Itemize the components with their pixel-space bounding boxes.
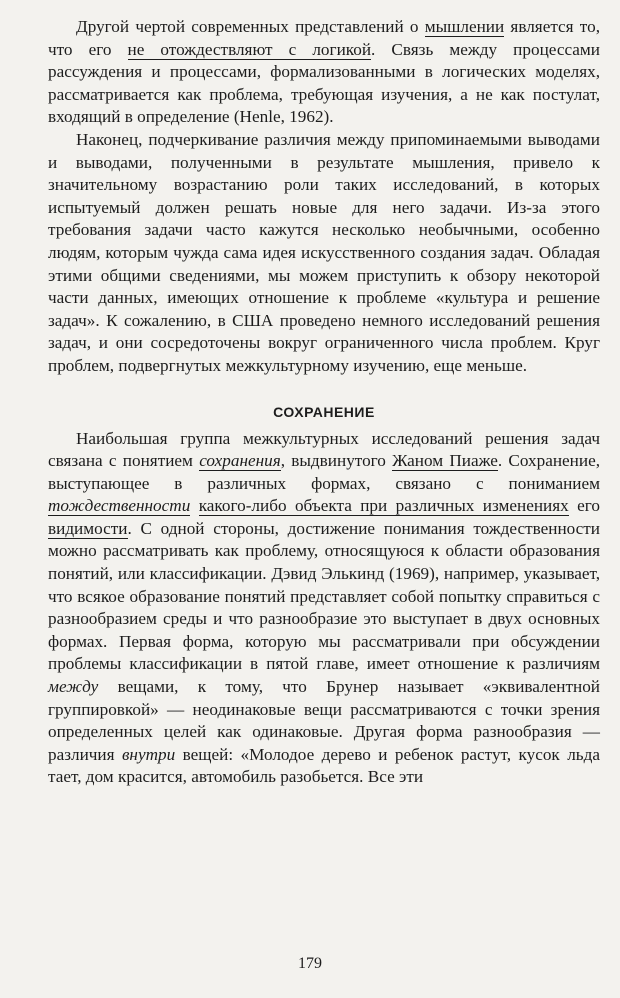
text-run: . Сохранение, выступающее в различных формах, связано с пониманием	[48, 451, 601, 493]
text-run	[190, 496, 198, 515]
paragraph	[48, 129, 600, 378]
italic-text: между	[48, 677, 99, 697]
text-run: . С одной стороны, достижение понимания тождественности можно рассматривать как проблему, относящуюся к области образования понятий, или классификации. Дэвид Элькинд (1969), например, указывает, что всякое образование понятий представляет собой попытку справиться с разнообразием среды и что разнообразие это выступает в двух основных формах. Первая форма, которую мы рассматривали при обсуждении проблемы классификации в пятой главе, имеет отношение к различиям	[48, 518, 600, 674]
text-run: Наконец, подчеркивание различия между припоминаемыми выводами и выводами, полученными в результате мышления, привело к значительному возрастанию роли таких исследований, в которых испытуемый должен решать новые для него задачи. Из-за этого требования задачи часто кажутся несколько необычными, особенно людям, которым чужда сама идея искусственного создания задач. Обладая этими общими сведениями, мы можем приступить к обзору некоторой части данных, имеющих отношение к проблеме «культура и решение задач». К сожалению, в США проведено немного исследований решения задач, и они сосредоточены вокруг ограниченного числа проблем. Круг проблем, подвергнутых межкультурному изучению, еще меньше.	[48, 129, 600, 375]
book-page	[48, 16, 600, 789]
underlined-text: видимости	[48, 518, 128, 538]
underlined-text: какого-либо объекта при различных изменениях	[198, 496, 569, 516]
text-run: , выдвинутого	[280, 451, 393, 471]
section-conservation	[48, 428, 600, 790]
underlined-text: Жаном Пиаже	[392, 451, 498, 471]
underlined-text: не отождествляют с логикой	[127, 39, 372, 59]
italic-text: внутри	[121, 744, 176, 764]
page-number: 179	[298, 955, 322, 972]
section-heading: СОХРАНЕНИЕ	[273, 403, 375, 420]
text-run: Наибольшая группа межкультурных исследований решения задач связана с понятием	[48, 428, 600, 471]
underlined-text: мышлении	[424, 17, 505, 36]
text-run: является то, что его	[48, 17, 600, 59]
text-run: вещей: «Молодое дерево и ребенок растут, кусок льда тает, дом красится, автомобиль разобьется. Все эти	[48, 744, 600, 787]
text-run: его	[568, 496, 601, 516]
section-intro	[48, 16, 600, 378]
underlined-text: тождественности	[48, 496, 191, 516]
underlined-text: сохранения	[199, 451, 281, 471]
paragraph	[48, 16, 600, 129]
text-run: вещами, к тому, что Брунер называет «эквивалентной группировкой» — неодинаковые вещи рассматриваются с точки зрения определенных целей как одинаковые. Другая форма разнообразия — различия	[48, 677, 600, 764]
text-run: . Связь между процессами рассуждения и процессами, формализованными в логических моделях, рассматривается как проблема, требующая изучения, а не как постулат, входящий в определение (Henle, 1962).	[48, 39, 600, 127]
paragraph	[48, 428, 600, 790]
text-run: Другой чертой современных представлений о	[76, 17, 425, 36]
